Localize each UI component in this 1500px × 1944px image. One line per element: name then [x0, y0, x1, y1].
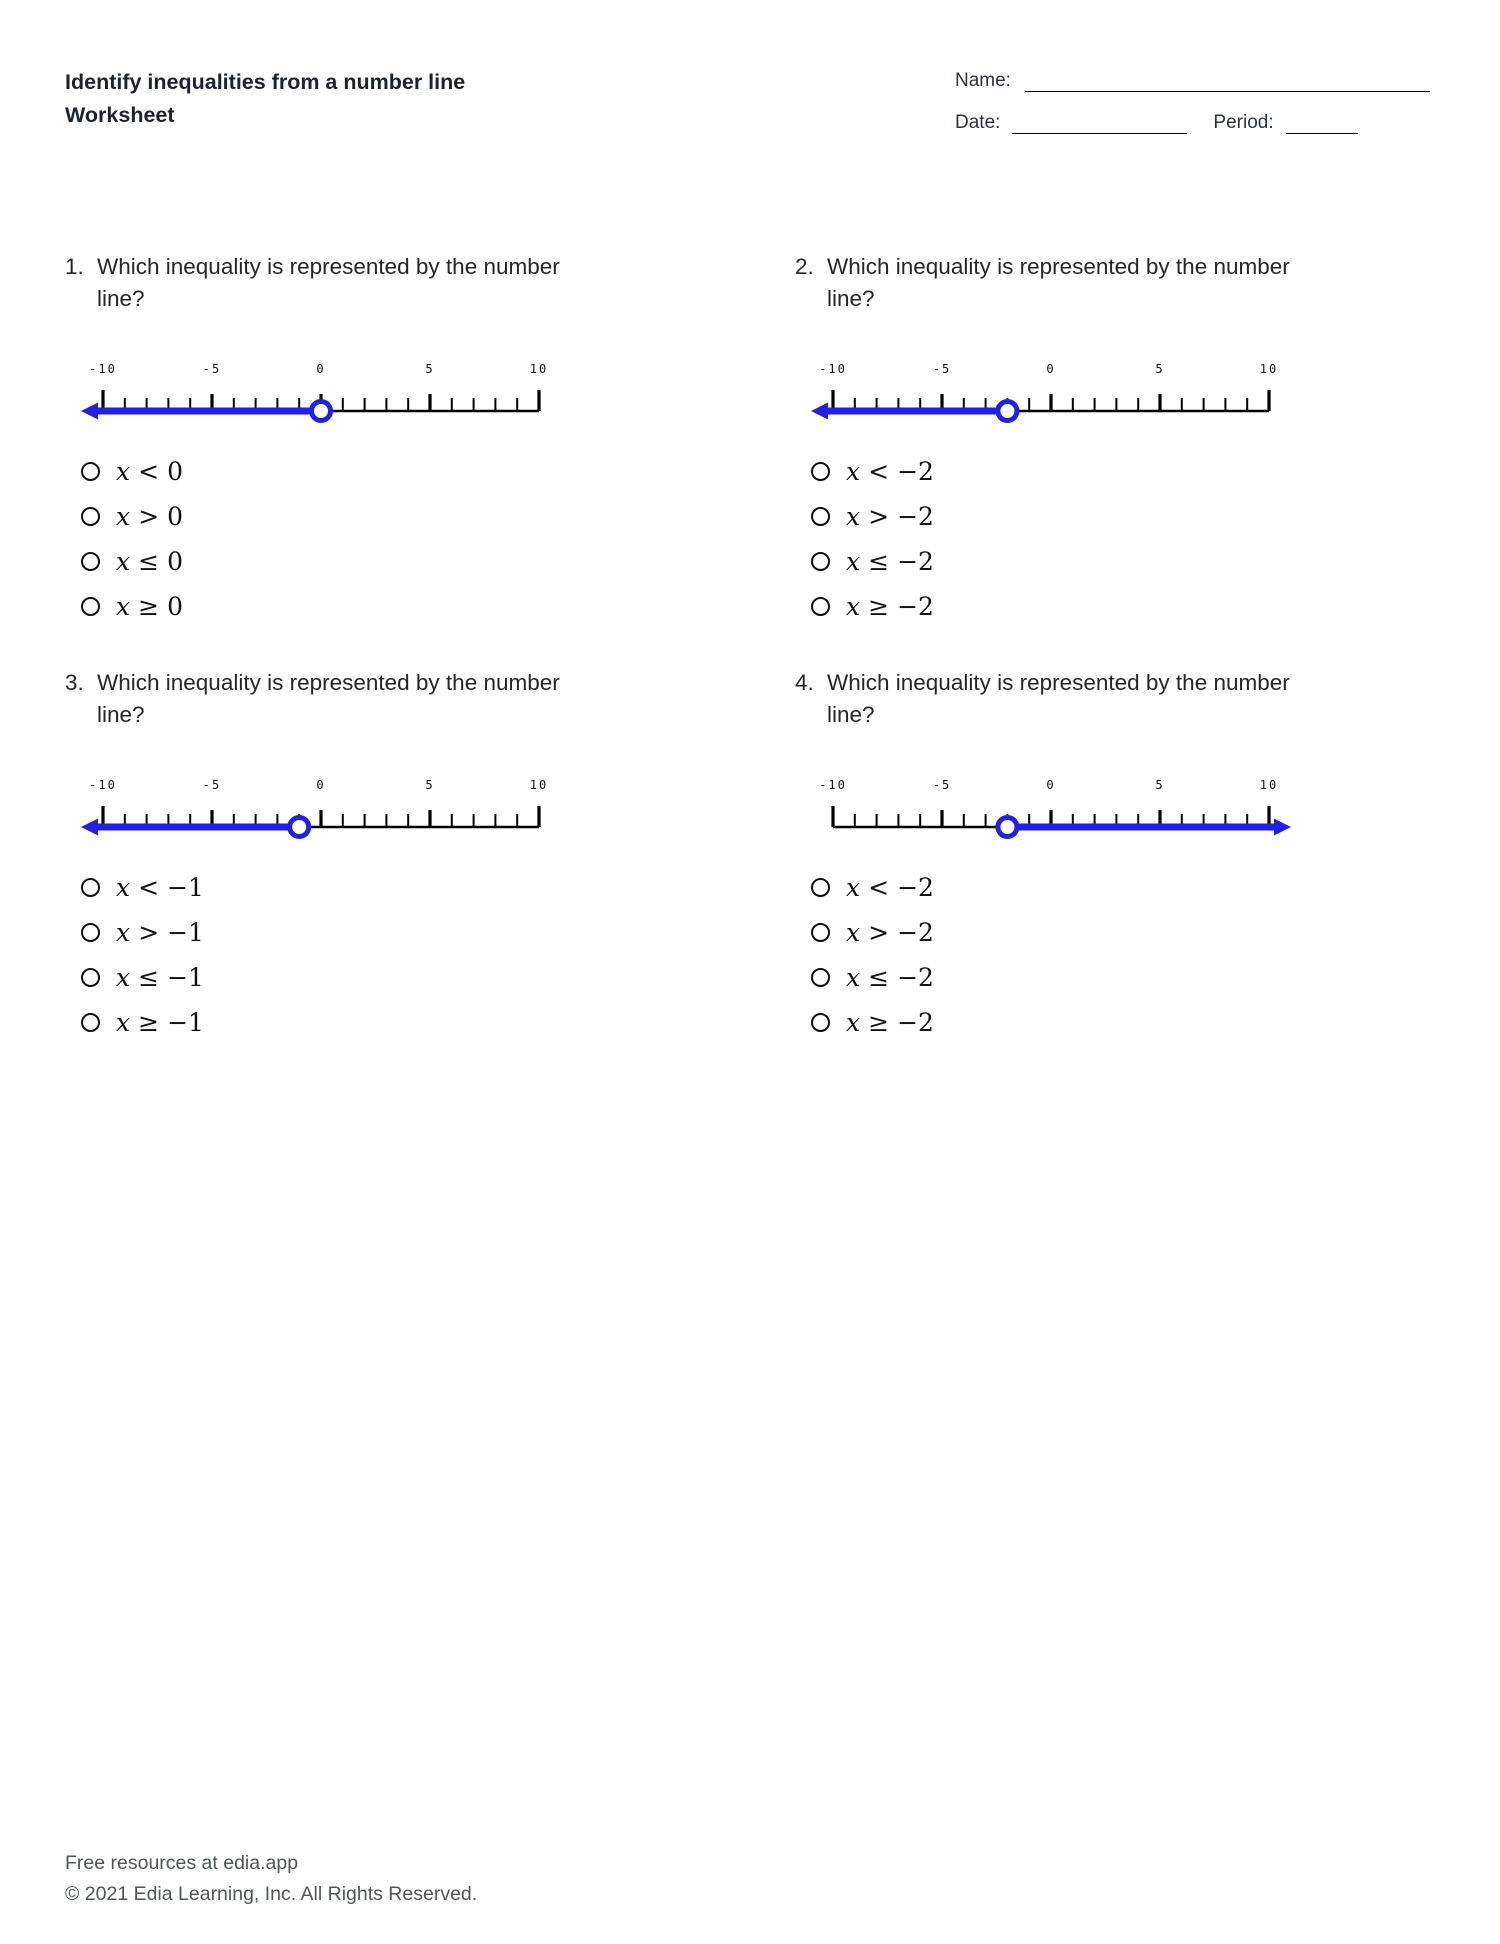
period-label: Period:: [1213, 112, 1274, 133]
option-label: x ≤ 0: [116, 546, 183, 576]
tick-label: 0: [1046, 777, 1056, 792]
title-block: [65, 66, 465, 133]
option-row[interactable]: [811, 955, 1430, 1000]
option-row[interactable]: [81, 955, 700, 1000]
tick-label: 10: [1259, 777, 1279, 792]
option-row[interactable]: [81, 449, 700, 494]
radio-button[interactable]: [81, 507, 100, 526]
option-label: x ≥ −2: [846, 1007, 934, 1037]
open-point-circle: [290, 817, 309, 836]
number-line: [807, 773, 1295, 851]
question-prompt-row: [65, 251, 700, 315]
page-title: Identify inequalities from a number line: [65, 70, 466, 94]
tick-label: 5: [1155, 361, 1165, 376]
radio-button[interactable]: [81, 923, 100, 942]
question-block: [65, 667, 700, 1047]
option-label: x ≥ −2: [846, 591, 934, 621]
tick-label: -5: [932, 777, 952, 792]
option-row[interactable]: [811, 584, 1430, 629]
footer: [65, 1848, 477, 1910]
option-row[interactable]: [81, 539, 700, 584]
radio-button[interactable]: [811, 1013, 830, 1032]
tick-label: 5: [425, 361, 435, 376]
tick-label: -10: [819, 361, 847, 376]
radio-button[interactable]: [81, 968, 100, 987]
option-row[interactable]: [81, 584, 700, 629]
date-field-line[interactable]: [1012, 114, 1187, 134]
question-number: 3.: [65, 670, 84, 695]
header-fields: [955, 66, 1430, 154]
radio-button[interactable]: [81, 462, 100, 481]
option-label: x ≤ −2: [846, 546, 934, 576]
date-label: Date:: [955, 112, 1001, 133]
option-label: x > −2: [846, 501, 934, 531]
footer-copyright: © 2021 Edia Learning, Inc. All Rights Reserved.: [65, 1882, 478, 1905]
option-label: x ≥ −1: [116, 1007, 204, 1037]
option-row[interactable]: [811, 865, 1430, 910]
option-label: x < −1: [116, 872, 204, 902]
tick-label: -10: [819, 777, 847, 792]
option-row[interactable]: [811, 494, 1430, 539]
option-label: x < 0: [116, 456, 183, 486]
tick-label: -5: [202, 777, 222, 792]
number-line: [77, 773, 565, 851]
question-number: 1.: [65, 254, 84, 279]
ray-arrowhead-icon: [81, 402, 98, 419]
name-label: Name:: [955, 70, 1011, 91]
radio-button[interactable]: [811, 923, 830, 942]
tick-label: -10: [89, 361, 117, 376]
option-label: x > 0: [116, 501, 183, 531]
options: [811, 865, 1430, 1045]
tick-label: 10: [529, 361, 549, 376]
option-label: x ≤ −1: [116, 962, 204, 992]
number-line: [77, 357, 565, 435]
questions-grid: [65, 251, 1430, 1047]
question-prompt-row: [795, 667, 1430, 731]
question-number: 4.: [795, 670, 814, 695]
question-block: [795, 251, 1430, 631]
tick-label: -5: [932, 361, 952, 376]
period-field-line[interactable]: [1286, 114, 1358, 134]
radio-button[interactable]: [81, 878, 100, 897]
option-label: x > −1: [116, 917, 204, 947]
radio-button[interactable]: [81, 1013, 100, 1032]
tick-label: 5: [425, 777, 435, 792]
open-point-circle: [998, 817, 1017, 836]
option-row[interactable]: [811, 449, 1430, 494]
ray-arrowhead-icon: [811, 402, 828, 419]
ray-arrowhead-icon: [81, 818, 98, 835]
option-row[interactable]: [811, 1000, 1430, 1045]
radio-button[interactable]: [81, 597, 100, 616]
radio-button[interactable]: [811, 597, 830, 616]
tick-label: 0: [1046, 361, 1056, 376]
radio-button[interactable]: [811, 878, 830, 897]
options: [81, 449, 700, 629]
question-block: [65, 251, 700, 631]
open-point-circle: [998, 401, 1017, 420]
date-period-row: [955, 112, 1430, 134]
question-prompt: Which inequality is represented by the number line?: [97, 254, 560, 311]
option-label: x < −2: [846, 456, 934, 486]
tick-label: -10: [89, 777, 117, 792]
question-prompt: Which inequality is represented by the number line?: [827, 254, 1290, 311]
question-prompt: Which inequality is represented by the number line?: [97, 670, 560, 727]
option-label: x < −2: [846, 872, 934, 902]
name-row: [955, 70, 1430, 92]
options: [81, 865, 700, 1045]
option-label: x > −2: [846, 917, 934, 947]
tick-label: 10: [529, 777, 549, 792]
radio-button[interactable]: [811, 462, 830, 481]
question-prompt: Which inequality is represented by the number line?: [827, 670, 1290, 727]
option-row[interactable]: [811, 539, 1430, 584]
header: [65, 66, 1430, 154]
option-row[interactable]: [81, 1000, 700, 1045]
name-field-line[interactable]: [1025, 72, 1430, 92]
tick-label: 5: [1155, 777, 1165, 792]
option-row[interactable]: [81, 494, 700, 539]
radio-button[interactable]: [811, 507, 830, 526]
option-label: x ≤ −2: [846, 962, 934, 992]
question-prompt-row: [795, 251, 1430, 315]
options: [811, 449, 1430, 629]
question-block: [795, 667, 1430, 1047]
question-prompt-row: [65, 667, 700, 731]
option-row[interactable]: [81, 910, 700, 955]
option-row[interactable]: [811, 910, 1430, 955]
ray-arrowhead-icon: [1274, 818, 1291, 835]
tick-label: 0: [316, 777, 326, 792]
tick-label: 10: [1259, 361, 1279, 376]
question-number: 2.: [795, 254, 814, 279]
tick-label: 0: [316, 361, 326, 376]
number-line: [807, 357, 1295, 435]
open-point-circle: [312, 401, 331, 420]
option-label: x ≥ 0: [116, 591, 183, 621]
footer-resources: Free resources at edia.app: [65, 1851, 299, 1874]
radio-button[interactable]: [81, 552, 100, 571]
option-row[interactable]: [81, 865, 700, 910]
page-subtitle: Worksheet: [65, 103, 175, 128]
tick-label: -5: [202, 361, 222, 376]
radio-button[interactable]: [811, 968, 830, 987]
radio-button[interactable]: [811, 552, 830, 571]
